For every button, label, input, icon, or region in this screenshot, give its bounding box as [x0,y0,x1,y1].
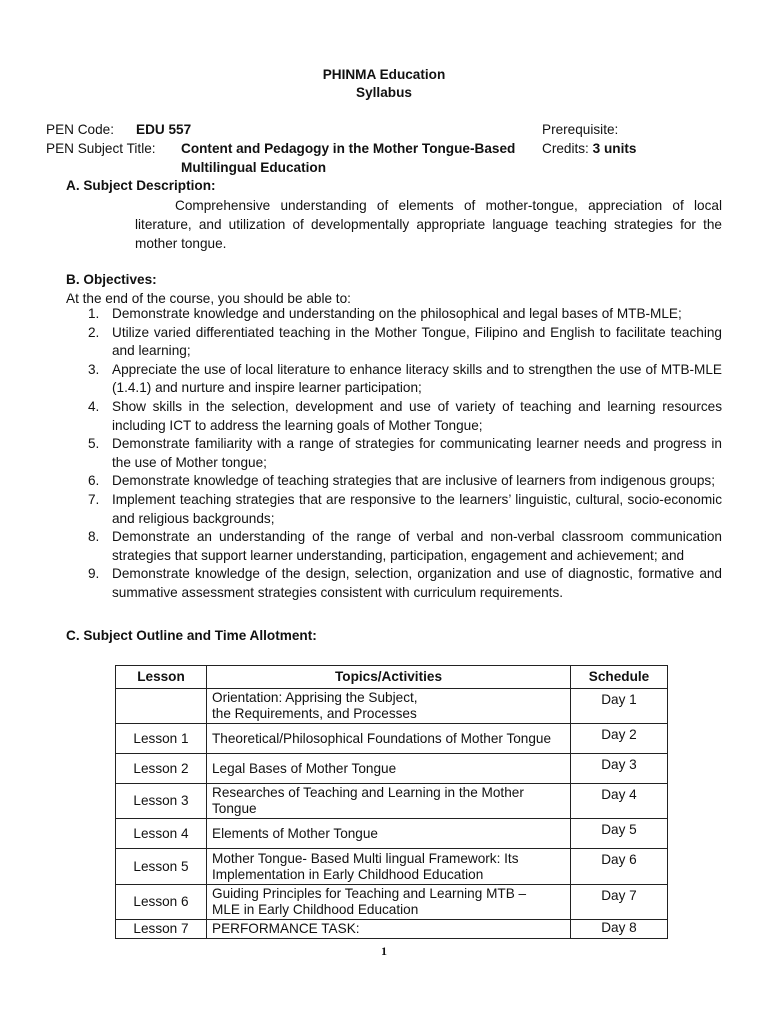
objective-number: 6. [88,473,100,489]
topic-line: Legal Bases of Mother Tongue [212,760,397,776]
credits-label: Credits: [542,141,589,156]
objective-text: Show skills in the selection, development and use of variety of teaching and learning resources including ICT to address the learning goals of Mother Tongue; [112,398,722,433]
objective-text: Demonstrate knowledge of the design, selection, organization and use of diagnostic, formative and summative assessment strategies consistent with curriculum requirements. [112,566,722,600]
objective-number: 1. [88,306,100,321]
section-b-heading: B. Objectives: [66,272,157,287]
topic-line: MLE in Early Childhood Education [212,902,419,917]
table-header-row [116,666,668,689]
objective-text: Appreciate the use of local literature to enhance literacy skills and to strengthen the use of MTB-MLE (1.4.1) and nurture and inspire learner participation; [112,361,722,396]
schedule-cell: Day 7 [571,885,668,920]
credits-value: 3 units [592,141,637,156]
schedule-cell: Day 4 [571,784,668,819]
objective-text: Demonstrate an understanding of the range of verbal and non-verbal classroom communication strategies that support learner understanding, participation, engagement and achievement; and [112,529,722,563]
schedule-cell: Day 3 [571,754,668,784]
table-row [116,849,668,885]
topic-line: Tongue [212,801,257,816]
topic-line: Implementation in Early Childhood Education [212,866,484,882]
topic-line: Researches of Teaching and Learning in the Mother [212,785,524,800]
topic-cell [207,754,571,784]
objective-number: 7. [88,491,100,507]
objectives-list [66,305,722,603]
objective-number: 4. [88,398,100,414]
topic-cell [207,819,571,849]
topic-line: Guiding Principles for Teaching and Learning MTB – [212,886,527,901]
lesson-cell: Lesson 7 [116,920,207,939]
section-a-heading: A. Subject Description: [66,178,216,193]
schedule-cell: Day 6 [571,849,668,885]
lesson-cell: Lesson 2 [116,754,207,784]
lesson-cell: Lesson 3 [116,784,207,819]
schedule-cell: Day 8 [571,920,668,939]
col-header-schedule: Schedule [571,666,668,689]
objective-number: 3. [88,361,100,377]
subject-description: Comprehensive understanding of elements of mother-tongue, appreciation of local literature, and utilization of developmentally appropriate language teaching strategies for the mother tongue. [135,198,722,251]
objective-text: Demonstrate familiarity with a range of strategies for communicating learner needs and progress in the use of Mother tongue; [112,436,722,470]
objective-item [66,305,722,324]
subject-title-line1: Content and Pedagogy in the Mother Tongue-Based [181,141,516,156]
objective-item [66,398,722,435]
table-row [116,754,668,784]
pen-code-value: EDU 557 [136,122,192,137]
topic-cell [207,689,571,724]
subject-title-label: PEN Subject Title: [46,141,156,156]
table-row [116,724,668,754]
lesson-cell: Lesson 5 [116,849,207,885]
pen-code-label: PEN Code: [46,122,115,137]
objective-number: 5. [88,436,100,452]
schedule-cell: Day 2 [571,724,668,754]
topic-cell [207,920,571,939]
objective-item [66,361,722,398]
objective-item [66,565,722,602]
table-row [116,689,668,724]
col-header-lesson: Lesson [116,666,207,689]
doc-type-title: Syllabus [356,85,412,100]
objective-number: 8. [88,529,100,545]
org-title: PHINMA Education [322,67,446,82]
objective-item [66,324,722,361]
outline-table [115,665,668,939]
lesson-cell: Lesson 4 [116,819,207,849]
section-c-heading: C. Subject Outline and Time Allotment: [66,628,317,643]
lesson-cell: Lesson 1 [116,724,207,754]
objective-item [66,528,722,565]
topic-line: Mother Tongue- Based Multi lingual Framework: Its [212,850,519,866]
objective-text: Utilize varied differentiated teaching in the Mother Tongue, Filipino and English to facilitate teaching and learning; [112,324,722,359]
topic-line: Orientation: Apprising the Subject, [212,690,418,705]
topic-cell [207,849,571,885]
topic-cell [207,885,571,920]
topic-cell [207,724,571,754]
prerequisite-label: Prerequisite: [542,122,619,137]
topic-cell [207,784,571,819]
objective-item [66,491,722,528]
objective-number: 9. [88,566,100,582]
objective-text: Demonstrate knowledge and understanding on the philosophical and legal bases of MTB-MLE; [112,306,682,321]
objective-item [66,472,722,491]
objective-item [66,435,722,472]
topic-line: PERFORMANCE TASK: [212,921,360,936]
lesson-cell [116,689,207,724]
topic-line: Theoretical/Philosophical Foundations of Mother Tongue [212,730,552,746]
topic-line: the Requirements, and Processes [212,706,417,721]
schedule-cell: Day 5 [571,819,668,849]
col-header-topics: Topics/Activities [207,666,571,689]
schedule-cell: Day 1 [571,689,668,724]
subject-title-line2: Multilingual Education [181,160,326,175]
topic-line: Elements of Mother Tongue [212,825,378,841]
objective-text: Demonstrate knowledge of teaching strategies that are inclusive of learners from indigenous groups; [112,473,715,489]
objectives-intro: At the end of the course, you should be able to: [66,291,351,306]
objective-text: Implement teaching strategies that are responsive to the learners’ linguistic, cultural, socio-economic and religious backgrounds; [112,491,722,526]
objective-number: 2. [88,324,100,340]
table-row [116,920,668,939]
page-number: 1 [381,944,387,958]
credits [542,140,636,158]
table-row [116,784,668,819]
table-row [116,819,668,849]
lesson-cell: Lesson 6 [116,885,207,920]
table-row [116,885,668,920]
